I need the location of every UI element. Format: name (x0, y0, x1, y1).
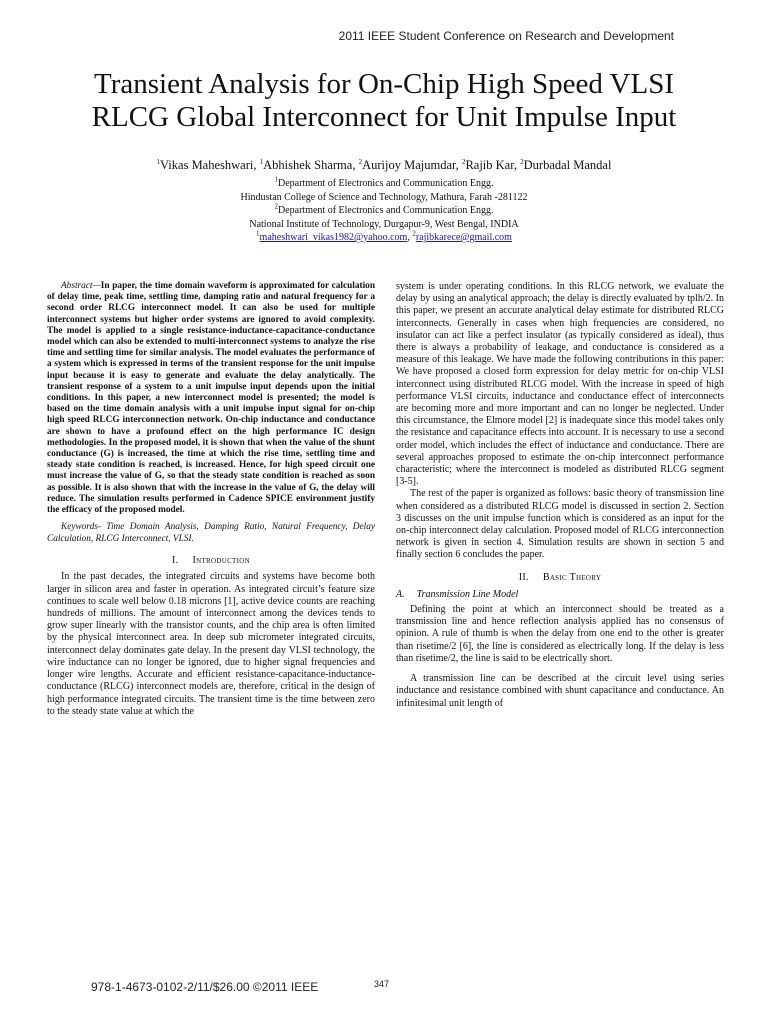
paper-title (40, 68, 728, 134)
author-name: Aurijoy Majumdar, (362, 158, 462, 172)
affiliation-sup: 2 (274, 202, 278, 211)
email-separator: , (407, 232, 413, 243)
section-number: II. (518, 571, 529, 583)
abstract-lead: Abstract— (61, 281, 101, 291)
affiliation-1-inst: Hindustan College of Science and Technology, Mathura, Farah -281122 (240, 192, 528, 203)
subsection-number: A. (396, 588, 405, 600)
conference-header: 2011 IEEE Student Conference on Research and Development (338, 29, 674, 43)
section-title: Basic Theory (542, 571, 602, 583)
author-name: Durbadal Mandal (523, 158, 612, 172)
email-line (40, 229, 728, 244)
title-line-1: Transient Analysis for On-Chip High Speed VLSI (94, 68, 674, 100)
basic-theory-paragraph-2: A transmission line can be described at the circuit level using series inductance and resistance combined with shunt capacitance and conductance. An infinitesimal unit length of (396, 673, 724, 709)
intro-paragraph-2: The rest of the paper is organized as follows: basic theory of transmission line when considered as a distributed RLCG model is discussed in section 2. Section 3 discusses on the unit impulse function which is considered as an input for the on-chip interconnect delay calculation. Proposed model of RLCG interconnection network is given in section 4. Simulation results are shown in section 5 and finally section 6 concludes the paper. (396, 488, 724, 561)
author-name: Rajib Kar, (465, 158, 521, 172)
section-title: Introduction (192, 555, 250, 567)
basic-theory-paragraph-1: Defining the point at which an interconnect should be treated as a transmission line and hence reflection analysis applied has no consensus of opinion. A rule of thumb is when the delay from one end to the other is greater than risetime/2 [6], the line is considered as electrically long. If the delay is less than risetime/2, the line is said to be electrically short. (396, 604, 724, 664)
author-sup: 2 (461, 157, 466, 166)
intro-paragraph-1-continued: system is under operating conditions. In this RLCG network, we evaluate the delay by using an analytical approach; the delay is directly evaluated by tplh/2. In this paper, we present an accurate analytical delay estimate for distributed RLCG interconnects. Generally in cases when high frequencies are considered, no insulator can act like a perfect insulator (as typically considered as ideal), thus there is always a probability of leakage, and conductance is considered as a measure of this leakage. We have made the following contributions in this paper: We have proposed a closed form expression for delay metric for on-chip VLSI interconnect using distributed RLCG model. With the increase in speed of high performance VLSI circuits, inductance and conductance effect of interconnects are becoming more and more important and can no longer be neglected. Under this circumstance, the Elmore model [2] is inadequate since this model takes only the resistance and capacitance effects into account. It is necessary to use a second order model, which includes the effect of inductance and conductance. There are several approaches proposed to estimate the on-chip interconnect performance characteristic; where the interconnect is modeled as distributed RLCG segment [3-5]. (396, 281, 724, 488)
affiliation-text: Department of Electronics and Communication Engg. (278, 178, 494, 189)
keywords: Keywords- Time Domain Analysis, Damping Ratio, Natural Frequency, Delay Calculation, RLCG Interconnect, VLSI. (47, 522, 375, 544)
page-number: 347 (374, 979, 390, 989)
author-name: Vikas Maheshwari, (160, 158, 260, 172)
author-sup: 2 (358, 157, 363, 166)
affiliation-sup: 1 (274, 175, 278, 184)
section-heading-introduction (47, 555, 375, 567)
author-name: Abhishek Sharma, (263, 158, 359, 172)
author-sup: 1 (259, 157, 264, 166)
abstract (47, 281, 375, 516)
footer-copyright: 978-1-4673-0102-2/11/$26.00 ©2011 IEEE (91, 980, 319, 994)
affiliation-1-dept (40, 175, 728, 190)
email-sup: 1 (256, 229, 260, 238)
author-sup: 1 (156, 157, 161, 166)
section-heading-basic-theory (396, 572, 724, 584)
affiliation-text: Department of Electronics and Communication Engg. (278, 205, 494, 216)
email-link-1[interactable]: maheshwari_vikas1982@yahoo.com (259, 232, 408, 243)
affiliation-2-dept (40, 202, 728, 217)
affiliation-2-inst: National Institute of Technology, Durgapur-9, West Bengal, INDIA (249, 219, 519, 230)
email-sup: 2 (412, 229, 416, 238)
author-list (40, 158, 728, 173)
author-sup: 2 (520, 157, 524, 166)
left-column (47, 281, 375, 718)
title-line-2: RLCG Global Interconnect for Unit Impulse Input (91, 101, 677, 133)
email-link-2[interactable]: rajibkarece@gmail.com (415, 232, 512, 243)
section-number: I. (172, 555, 179, 567)
subsection-heading (396, 589, 724, 601)
intro-paragraph-1: In the past decades, the integrated circuits and systems have become both larger in silicon area and faster in operation. As integrated circuit’s feature size continues to scale well below 0.18 microns [1], active device counts are reaching hundreds of millions. The amount of interconnect among the devices tends to grow super linearly with the transistor counts, and the chip area is often limited by the physical interconnect area. In deep sub micrometer integrated circuits, interconnect delay dominates gate delay. In the present day VLSI technology, the wire inductance can no longer be ignored, due to higher signal frequencies and longer wire lengths. Accurate and efficient resistance-capacitance-inductance-conductance (RLCG) interconnect models are, therefore, critical in the design of high performance integrated circuits. The transient time is the time between zero to the steady state value at which the (47, 571, 375, 717)
abstract-text: In paper, the time domain waveform is approximated for calculation of delay time, peak time, settling time, damping ratio and natural frequency for a second order RLCG interconnect model. It can also be used for multiple interconnect systems but higher order systems are ignored to avoid complexity. The model is applied to a single resistance-inductance-capacitance-conductance model which can also be extended to multi-interconnect systems to analyze the rise time and settling time for similar analysis. The model evaluates the performance of a system which is expressed in terms of the transient response for the unit impulse input because it is easy to generate and evaluate the delay analytically. The transient response of a system to a unit impulse input depends upon the initial conditions. In this paper, a new interconnect model is presented; the model is based on the time domain analysis with a unit impulse input signal for on-chip high speed RLCG interconnection network. On-chip inductance and conductance are shown to have a profound effect on the high performance IC design methodologies. In the proposed model, it is shown that when the value of the shunt conductance (G) is increased, the time at which the rise time, settling time and steady state condition is reached, is increased. Hence, for high speed circuit one must increase the value of G, so that the steady state condition is reached as soon as possible. It is also shown that with the increase in the value of G, the delay will reduce. The simulation results performed in Cadence SPICE environment justify the efficacy of the proposed model. (47, 281, 375, 516)
right-column (396, 281, 724, 710)
subsection-title: Transmission Line Model (416, 588, 519, 600)
